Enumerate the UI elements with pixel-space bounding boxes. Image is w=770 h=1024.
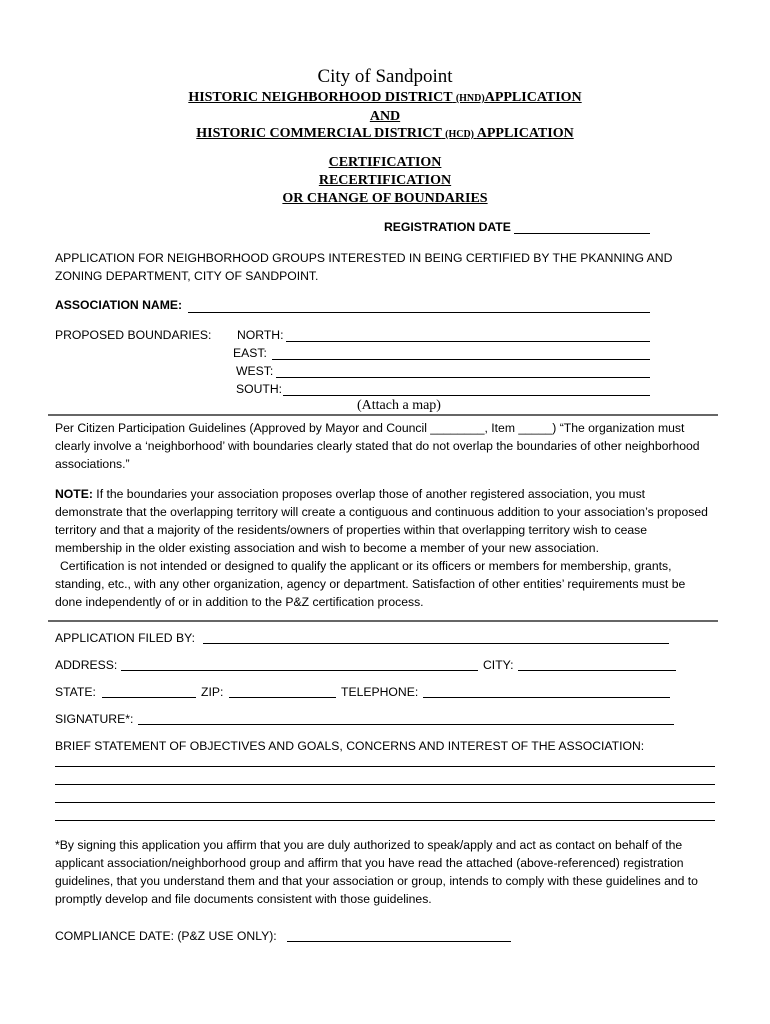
guidelines-text: Per Citizen Participation Guidelines (Approved by Mayor and Council ________, Item _____) “The organization must clearly involve a ‘neighborhood’ with boundaries clearly stated that do not overlap the boundaries of other neighborhood associations.” (55, 421, 700, 471)
west-field[interactable] (276, 377, 650, 378)
address-field[interactable] (121, 670, 478, 671)
intro-text: APPLICATION FOR NEIGHBORHOOD GROUPS INTERESTED IN BEING CERTIFIED BY THE PKANNING AND ZONING DEPARTMENT, CITY OF SANDPOINT. (55, 251, 673, 283)
hcd-heading (0, 126, 770, 142)
filed-by-field[interactable] (203, 643, 669, 644)
association-name-label: ASSOCIATION NAME: (55, 298, 183, 312)
west-label: WEST: (236, 364, 274, 378)
hnd-heading-text: HISTORIC NEIGHBORHOOD DISTRICT (188, 90, 453, 105)
state-field[interactable] (102, 697, 196, 698)
zip-label: ZIP: (201, 685, 224, 699)
city-field[interactable] (518, 670, 676, 671)
note-label: NOTE: (55, 487, 93, 501)
filed-by-label: APPLICATION FILED BY: (55, 631, 195, 645)
south-label: SOUTH: (236, 382, 283, 396)
hnd-abbr: (HND) (455, 93, 485, 104)
brief-statement-label: BRIEF STATEMENT OF OBJECTIVES AND GOALS, CONCERNS AND INTEREST OF THE ASSOCIATION: (55, 739, 645, 753)
hnd-heading (0, 90, 770, 106)
hcd-heading-text: HISTORIC COMMERCIAL DISTRICT (196, 126, 442, 141)
north-label: NORTH: (237, 328, 284, 342)
east-label: EAST: (233, 346, 267, 360)
note-text: If the boundaries your association proposes overlap those of another registered association, you must demonstrate that the overlapping territory will create a contiguous and continuous addition to your association’s proposed territory and that a majority of the residents/owners of properties within that overlapping territory wish to cease membership in the older existing association and wish to become a member of your new association. (55, 487, 708, 555)
divider-2 (48, 620, 718, 622)
address-label: ADDRESS: (55, 658, 118, 672)
note-paragraph (55, 485, 715, 557)
zip-field[interactable] (229, 697, 336, 698)
hnd-application: APPLICATION (484, 90, 582, 105)
and-heading: AND (369, 109, 401, 124)
attach-map-note: (Attach a map) (357, 398, 441, 413)
south-field[interactable] (283, 395, 650, 396)
city-label: CITY: (483, 658, 514, 672)
recertification-heading: RECERTIFICATION (318, 173, 452, 188)
telephone-field[interactable] (423, 697, 670, 698)
compliance-date-field[interactable] (287, 941, 511, 942)
compliance-date-label: COMPLIANCE DATE: (P&Z USE ONLY): (55, 929, 277, 943)
certification-note: Certification is not intended or designed to qualify the applicant or its officers or members for membership, grants, standing, etc., with any other organization, agency or department. Satisfaction of other entities’ requirements must be done independently of or in addition to the P&Z certification process. (55, 559, 686, 609)
registration-date-field[interactable] (514, 233, 650, 234)
hcd-abbr: (HCD) (445, 129, 474, 140)
brief-statement-line-4[interactable] (55, 820, 715, 821)
affirmation-text: *By signing this application you affirm that you are duly authorized to speak/apply and act as contact on behalf of the applicant association/neighborhood group and affirm that you have read the attached (above-referenced) registration guidelines, that you understand them and that your association or group, intends to comply with these guidelines and to promptly develop and file documents consistent with those guidelines. (55, 838, 698, 906)
association-name-field[interactable] (188, 312, 650, 313)
proposed-boundaries-label: PROPOSED BOUNDARIES: (55, 328, 212, 342)
change-boundaries-heading: OR CHANGE OF BOUNDARIES (282, 191, 488, 206)
brief-statement-line-3[interactable] (55, 802, 715, 803)
state-label: STATE: (55, 685, 96, 699)
brief-statement-line-2[interactable] (55, 784, 715, 785)
brief-statement-line-1[interactable] (55, 766, 715, 767)
divider-1 (48, 414, 718, 416)
city-title: City of Sandpoint (317, 66, 453, 87)
certification-heading: CERTIFICATION (328, 155, 442, 170)
north-field[interactable] (286, 341, 650, 342)
east-field[interactable] (272, 359, 650, 360)
signature-field[interactable] (138, 724, 674, 725)
telephone-label: TELEPHONE: (341, 685, 419, 699)
signature-label: SIGNATURE*: (55, 712, 134, 726)
hcd-application: APPLICATION (476, 126, 574, 141)
registration-date-label: REGISTRATION DATE (384, 220, 511, 234)
